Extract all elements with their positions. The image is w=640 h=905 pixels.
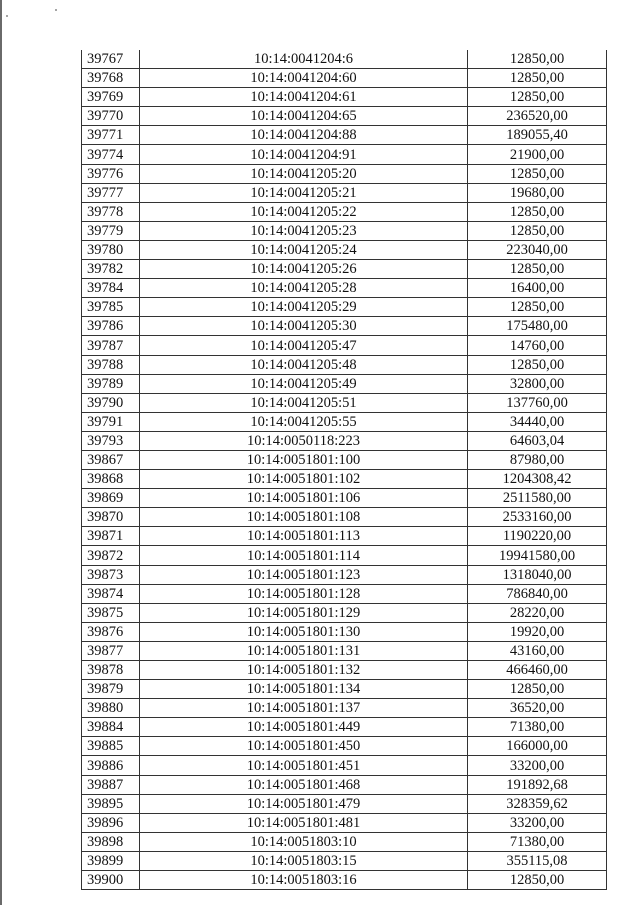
cadastral-number-cell: 10:14:0041205:29 [140,298,468,317]
cadastral-number-cell: 10:14:0041204:6 [140,50,468,69]
table-row [82,832,607,851]
cadastral-value-cell: 19941580,00 [468,546,607,565]
cadastral-number-cell: 10:14:0051801:130 [140,622,468,641]
table-row [82,88,607,107]
row-number-cell: 39868 [82,470,140,489]
table-row [82,661,607,680]
cadastral-value-cell: 19920,00 [468,622,607,641]
cadastral-value-cell: 12850,00 [468,221,607,240]
cadastral-number-cell: 10:14:0051801:131 [140,641,468,660]
cadastral-number-cell: 10:14:0041205:22 [140,202,468,221]
row-number-cell: 39878 [82,661,140,680]
cadastral-number-cell: 10:14:0041205:48 [140,355,468,374]
cadastral-number-cell: 10:14:0050118:223 [140,431,468,450]
table-row [82,813,607,832]
row-number-cell: 39777 [82,183,140,202]
cadastral-value-cell: 32800,00 [468,374,607,393]
cadastral-value-cell: 223040,00 [468,240,607,259]
cadastral-number-cell: 10:14:0051803:16 [140,871,468,890]
table-row [82,164,607,183]
table-row [82,489,607,508]
table-row [82,50,607,69]
cadastral-number-cell: 10:14:0041205:30 [140,317,468,336]
table-row [82,202,607,221]
row-number-cell: 39898 [82,832,140,851]
cadastral-value-cell: 19680,00 [468,183,607,202]
table-row [82,584,607,603]
row-number-cell: 39872 [82,546,140,565]
row-number-cell: 39871 [82,527,140,546]
row-number-cell: 39779 [82,221,140,240]
row-number-cell: 39767 [82,50,140,69]
cadastral-value-cell: 33200,00 [468,813,607,832]
cadastral-value-cell: 189055,40 [468,126,607,145]
cadastral-number-cell: 10:14:0051801:129 [140,603,468,622]
table-body [82,50,607,890]
cadastral-value-cell: 1190220,00 [468,527,607,546]
row-number-cell: 39785 [82,298,140,317]
cadastral-number-cell: 10:14:0041205:28 [140,279,468,298]
row-number-cell: 39895 [82,794,140,813]
scan-speck [6,15,8,17]
table-row [82,69,607,88]
table-row [82,336,607,355]
table-row [82,775,607,794]
row-number-cell: 39877 [82,641,140,660]
cadastral-value-cell: 12850,00 [468,680,607,699]
table-row [82,183,607,202]
row-number-cell: 39786 [82,317,140,336]
row-number-cell: 39771 [82,126,140,145]
row-number-cell: 39885 [82,737,140,756]
cadastral-number-cell: 10:14:0051803:10 [140,832,468,851]
cadastral-value-cell: 12850,00 [468,164,607,183]
row-number-cell: 39768 [82,69,140,88]
cadastral-value-cell: 2533160,00 [468,508,607,527]
row-number-cell: 39790 [82,393,140,412]
cadastral-value-cell: 786840,00 [468,584,607,603]
cadastral-value-cell: 12850,00 [468,355,607,374]
cadastral-value-cell: 1204308,42 [468,470,607,489]
cadastral-value-cell: 16400,00 [468,279,607,298]
row-number-cell: 39896 [82,813,140,832]
scan-speck [55,9,57,11]
cadastral-value-table [81,50,607,890]
cadastral-number-cell: 10:14:0051801:450 [140,737,468,756]
cadastral-number-cell: 10:14:0051801:468 [140,775,468,794]
cadastral-number-cell: 10:14:0041205:21 [140,183,468,202]
table-row [82,794,607,813]
table-row [82,317,607,336]
cadastral-value-cell: 328359,62 [468,794,607,813]
cadastral-value-cell: 12850,00 [468,260,607,279]
cadastral-number-cell: 10:14:0051801:102 [140,470,468,489]
table-row [82,107,607,126]
cadastral-number-cell: 10:14:0041205:20 [140,164,468,183]
cadastral-number-cell: 10:14:0041204:61 [140,88,468,107]
table-row [82,374,607,393]
table-row [82,450,607,469]
cadastral-number-cell: 10:14:0051801:134 [140,680,468,699]
cadastral-number-cell: 10:14:0041205:55 [140,412,468,431]
table-row [82,393,607,412]
cadastral-value-cell: 166000,00 [468,737,607,756]
row-number-cell: 39879 [82,680,140,699]
table-row [82,603,607,622]
table-row [82,737,607,756]
row-number-cell: 39867 [82,450,140,469]
table-row [82,355,607,374]
row-number-cell: 39874 [82,584,140,603]
cadastral-number-cell: 10:14:0051801:137 [140,699,468,718]
cadastral-number-cell: 10:14:0051801:123 [140,565,468,584]
table-row [82,260,607,279]
cadastral-value-cell: 36520,00 [468,699,607,718]
row-number-cell: 39887 [82,775,140,794]
table-row [82,851,607,870]
cadastral-value-cell: 34440,00 [468,412,607,431]
table-row [82,279,607,298]
cadastral-value-cell: 12850,00 [468,202,607,221]
cadastral-value-cell: 137760,00 [468,393,607,412]
cadastral-value-cell: 355115,08 [468,851,607,870]
cadastral-number-cell: 10:14:0051801:449 [140,718,468,737]
cadastral-value-cell: 43160,00 [468,641,607,660]
row-number-cell: 39789 [82,374,140,393]
table-row [82,145,607,164]
table-row [82,508,607,527]
cadastral-number-cell: 10:14:0041205:49 [140,374,468,393]
table-row [82,546,607,565]
cadastral-value-cell: 1318040,00 [468,565,607,584]
table-row [82,431,607,450]
table-row [82,527,607,546]
cadastral-number-cell: 10:14:0041204:88 [140,126,468,145]
table-row [82,565,607,584]
cadastral-number-cell: 10:14:0041204:91 [140,145,468,164]
cadastral-value-cell: 2511580,00 [468,489,607,508]
table-row [82,756,607,775]
row-number-cell: 39791 [82,412,140,431]
table-row [82,699,607,718]
row-number-cell: 39886 [82,756,140,775]
table-row [82,871,607,890]
cadastral-number-cell: 10:14:0051801:128 [140,584,468,603]
row-number-cell: 39787 [82,336,140,355]
row-number-cell: 39776 [82,164,140,183]
table-row [82,641,607,660]
row-number-cell: 39770 [82,107,140,126]
cadastral-value-cell: 71380,00 [468,832,607,851]
row-number-cell: 39778 [82,202,140,221]
cadastral-number-cell: 10:14:0041205:26 [140,260,468,279]
table-row [82,622,607,641]
table-row [82,221,607,240]
cadastral-number-cell: 10:14:0051801:106 [140,489,468,508]
cadastral-value-cell: 64603,04 [468,431,607,450]
cadastral-number-cell: 10:14:0041205:47 [140,336,468,355]
cadastral-number-cell: 10:14:0051801:113 [140,527,468,546]
row-number-cell: 39873 [82,565,140,584]
table-row [82,680,607,699]
cadastral-number-cell: 10:14:0051801:481 [140,813,468,832]
table-row [82,298,607,317]
row-number-cell: 39780 [82,240,140,259]
row-number-cell: 39793 [82,431,140,450]
row-number-cell: 39788 [82,355,140,374]
row-number-cell: 39876 [82,622,140,641]
cadastral-number-cell: 10:14:0051801:100 [140,450,468,469]
row-number-cell: 39769 [82,88,140,107]
cadastral-value-cell: 71380,00 [468,718,607,737]
cadastral-value-cell: 466460,00 [468,661,607,680]
cadastral-value-cell: 28220,00 [468,603,607,622]
table-row [82,240,607,259]
table-row [82,412,607,431]
row-number-cell: 39875 [82,603,140,622]
row-number-cell: 39870 [82,508,140,527]
row-number-cell: 39784 [82,279,140,298]
row-number-cell: 39880 [82,699,140,718]
cadastral-value-cell: 236520,00 [468,107,607,126]
row-number-cell: 39782 [82,260,140,279]
row-number-cell: 39869 [82,489,140,508]
page-left-edge [0,0,2,905]
cadastral-value-cell: 12850,00 [468,298,607,317]
cadastral-number-cell: 10:14:0041205:51 [140,393,468,412]
cadastral-number-cell: 10:14:0051801:114 [140,546,468,565]
cadastral-value-cell: 12850,00 [468,50,607,69]
cadastral-number-cell: 10:14:0051801:479 [140,794,468,813]
row-number-cell: 39900 [82,871,140,890]
cadastral-value-cell: 12850,00 [468,871,607,890]
table-row [82,470,607,489]
row-number-cell: 39774 [82,145,140,164]
cadastral-number-cell: 10:14:0051803:15 [140,851,468,870]
cadastral-number-cell: 10:14:0041204:65 [140,107,468,126]
cadastral-value-cell: 175480,00 [468,317,607,336]
row-number-cell: 39884 [82,718,140,737]
cadastral-value-cell: 12850,00 [468,88,607,107]
table-row [82,718,607,737]
cadastral-number-cell: 10:14:0041205:23 [140,221,468,240]
cadastral-value-cell: 21900,00 [468,145,607,164]
row-number-cell: 39899 [82,851,140,870]
table-row [82,126,607,145]
cadastral-number-cell: 10:14:0041205:24 [140,240,468,259]
cadastral-value-cell: 14760,00 [468,336,607,355]
cadastral-number-cell: 10:14:0051801:451 [140,756,468,775]
cadastral-number-cell: 10:14:0051801:132 [140,661,468,680]
cadastral-value-cell: 33200,00 [468,756,607,775]
cadastral-value-cell: 191892,68 [468,775,607,794]
cadastral-value-cell: 12850,00 [468,69,607,88]
cadastral-number-cell: 10:14:0041204:60 [140,69,468,88]
cadastral-value-cell: 87980,00 [468,450,607,469]
cadastral-number-cell: 10:14:0051801:108 [140,508,468,527]
